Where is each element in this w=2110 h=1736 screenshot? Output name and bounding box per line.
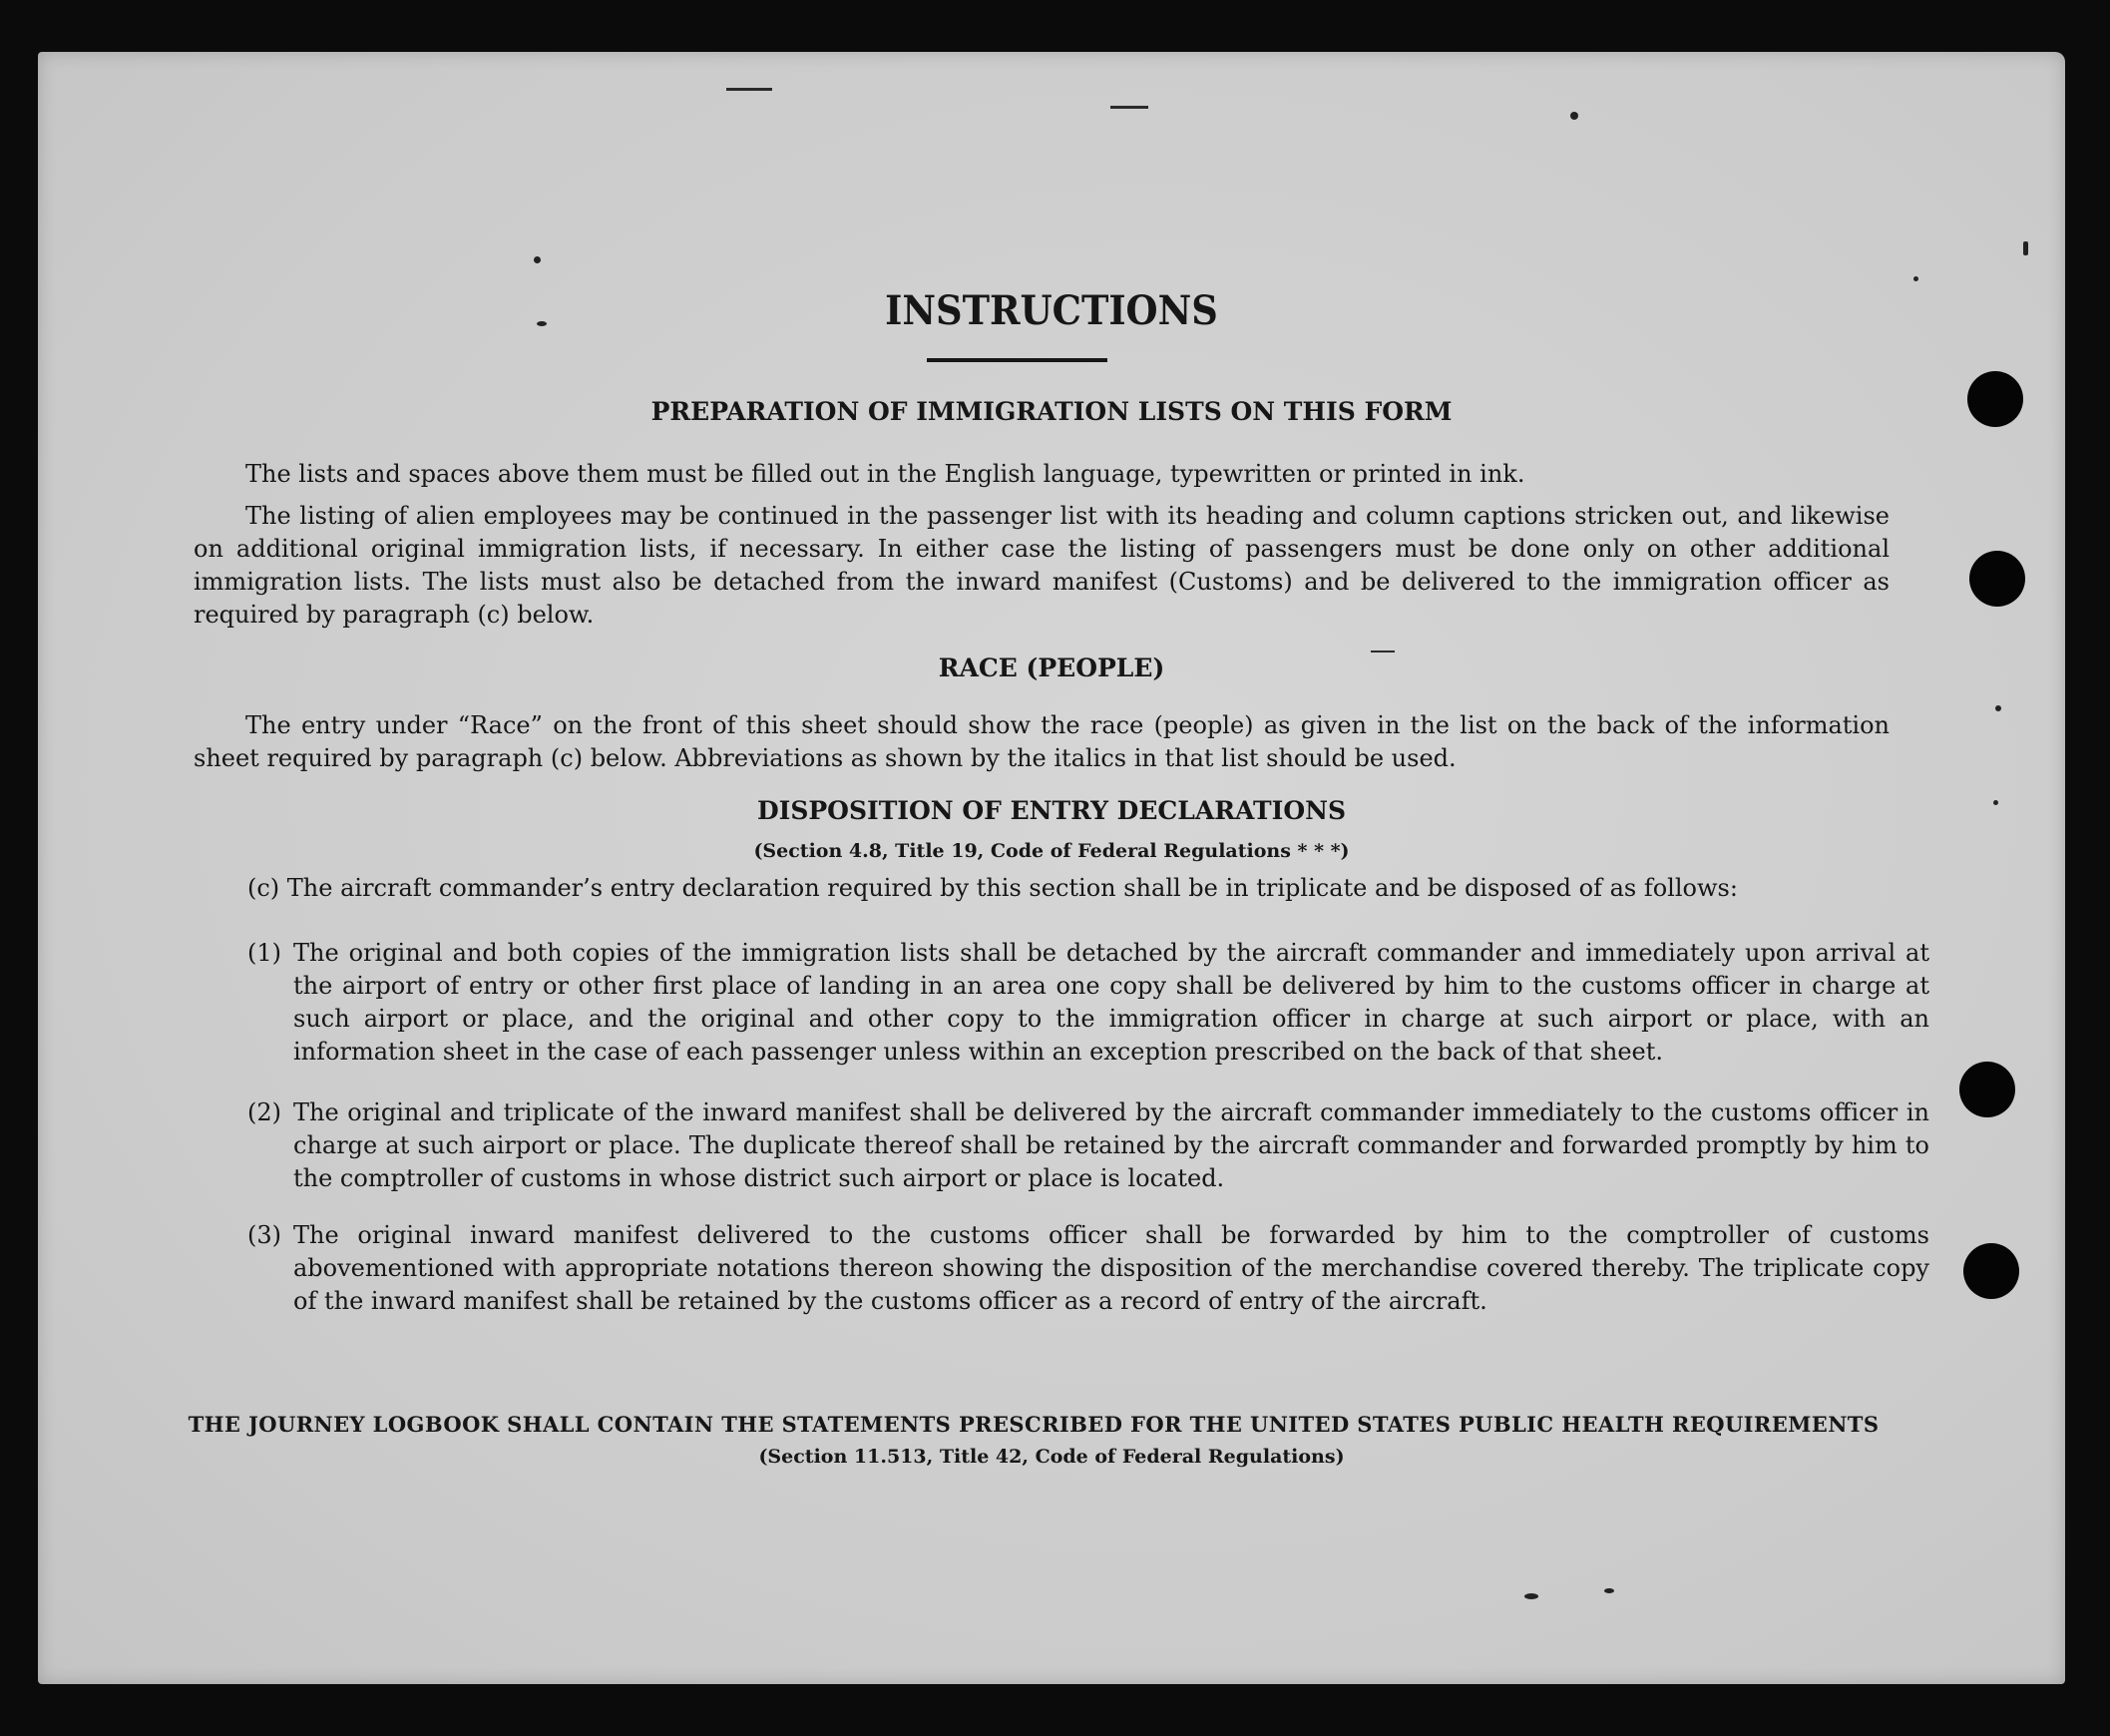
scan-mark: [1110, 106, 1148, 109]
document-page: [38, 52, 2065, 1684]
section-heading-preparation: PREPARATION OF IMMIGRATION LISTS ON THIS FORM: [650, 397, 1453, 426]
scan-speck: [2023, 241, 2028, 255]
scan-speck: [1604, 1588, 1614, 1593]
paragraph-alien-employees: The listing of alien employees may be continued in the passenger list with its heading and column captions stricken out, and likewise on additional original immigration lists, if necessary. In either case the listing of passengers must be done only on other additional immigration lists. The lists must also be detached from the inward manifest (Customs) and be delivered to the immigration officer as required by paragraph (c) below.: [194, 502, 1890, 629]
binder-hole: [1969, 551, 2025, 607]
scan-speck: [1913, 276, 1918, 281]
list-item-3: [247, 1219, 1929, 1318]
paragraph-race-entry: The entry under “Race” on the front of this sheet should show the race (people) as given in the list on the back of the information sheet required by paragraph (c) below. Abbreviations as shown by the italics in that list should be used.: [194, 711, 1890, 772]
title-underline: [927, 358, 1107, 362]
section-citation-disposition: (Section 4.8, Title 19, Code of Federal Regulations * * *): [753, 840, 1350, 862]
section-heading-race: RACE (PEOPLE): [938, 653, 1165, 682]
scan-speck: [534, 256, 541, 263]
list-item-2: [247, 1096, 1929, 1195]
scan-speck: [1995, 705, 2001, 711]
binder-hole: [1963, 1243, 2019, 1299]
list-item-number: (1): [247, 939, 281, 967]
section-heading-disposition: DISPOSITION OF ENTRY DECLARATIONS: [756, 796, 1347, 825]
scan-speck: [537, 321, 547, 326]
scan-speck: [1524, 1593, 1538, 1599]
paragraph-english-language: The lists and spaces above them must be filled out in the English language, typewritten or printed in ink.: [245, 460, 1525, 488]
scan-speck: [1570, 112, 1578, 120]
document-title: INSTRUCTIONS: [885, 287, 1218, 334]
list-item-number: (2): [247, 1098, 281, 1126]
scan-mark: [1371, 651, 1395, 652]
binder-hole: [1967, 371, 2023, 427]
binder-hole: [1959, 1062, 2015, 1117]
list-item-text: The original inward manifest delivered to the customs officer shall be forwarded by him to the comptroller of customs abovementioned with appropriate notations thereon showing the disposition of the merchandise covered thereby. The triplicate copy of the inward manifest shall be retained by the customs officer as a record of entry of the aircraft.: [293, 1221, 1929, 1315]
scan-speck: [1993, 800, 1998, 805]
footer-statement: THE JOURNEY LOGBOOK SHALL CONTAIN THE STATEMENTS PRESCRIBED FOR THE UNITED STATES PUBLIC HEALTH REQUIREMENTS: [188, 1412, 1880, 1437]
list-item-text: The original and triplicate of the inward manifest shall be delivered by the aircraft commander immediately to the customs officer in charge at such airport or place. The duplicate thereof shall be retained by the aircraft commander and forwarded promptly by him to the comptroller of customs in whose district such airport or place is located.: [293, 1098, 1929, 1192]
list-item-1: [247, 937, 1929, 1069]
list-item-text: The original and both copies of the immigration lists shall be detached by the aircraft commander and immediately upon arrival at the airport of entry or other first place of landing in an area one copy shall be delivered by him to the customs officer in charge at such airport or place, and the original and other copy to the immigration officer in charge at such airport or place, with an information sheet in the case of each passenger unless within an exception prescribed on the back of that sheet.: [293, 939, 1929, 1066]
scan-mark: [726, 88, 772, 91]
list-item-number: (3): [247, 1221, 281, 1249]
paragraph-intro-c: (c) The aircraft commander’s entry declaration required by this section shall be in triplicate and be disposed of as follows:: [247, 874, 1738, 902]
footer-citation: (Section 11.513, Title 42, Code of Federal Regulations): [758, 1446, 1345, 1468]
